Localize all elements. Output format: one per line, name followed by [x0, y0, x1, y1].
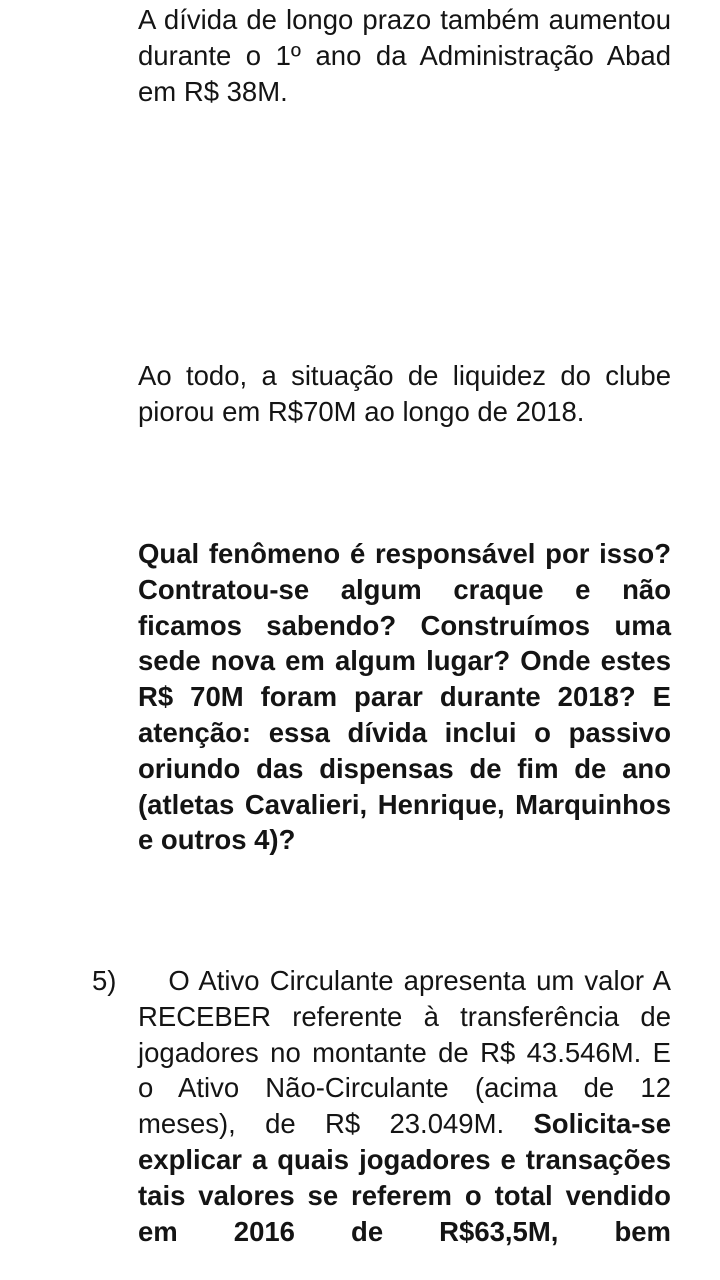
paragraph-liquidity: Ao todo, a situação de liquidez do clube piorou em R$70M ao longo de 2018. — [138, 360, 671, 427]
item-5-bold-text: Solicita-se explicar a quais jogadores e transações tais valores se referem o total vendido em 2016 de R$63,5M, bem — [138, 1108, 671, 1247]
item-number: 5) — [92, 965, 117, 996]
item-5-regular-text: O Ativo Circulante apresenta um valor A RECEBER referente à transferência de jogadores no montante de R$ 43.546M. E o Ativo Não-Circulante (acima de 12 meses), de R$ 23.049M. — [138, 965, 672, 1140]
paragraph-long-term-debt: A dívida de longo prazo também aumentou durante o 1º ano da Administração Abad em R$ 38M. — [138, 4, 671, 107]
paragraph-item-5 — [138, 963, 671, 1249]
paragraph-questions: Qual fenômeno é responsável por isso? Contratou-se algum craque e não ficamos sabendo? Construímos uma sede nova em algum lugar? Onde estes R$ 70M foram parar durante 2018? E atenção: essa dívida inclui o passivo oriundo das dispensas de fim de ano (atletas Cavalieri, Henrique, Marquinhos e outros 4)? — [138, 538, 671, 856]
